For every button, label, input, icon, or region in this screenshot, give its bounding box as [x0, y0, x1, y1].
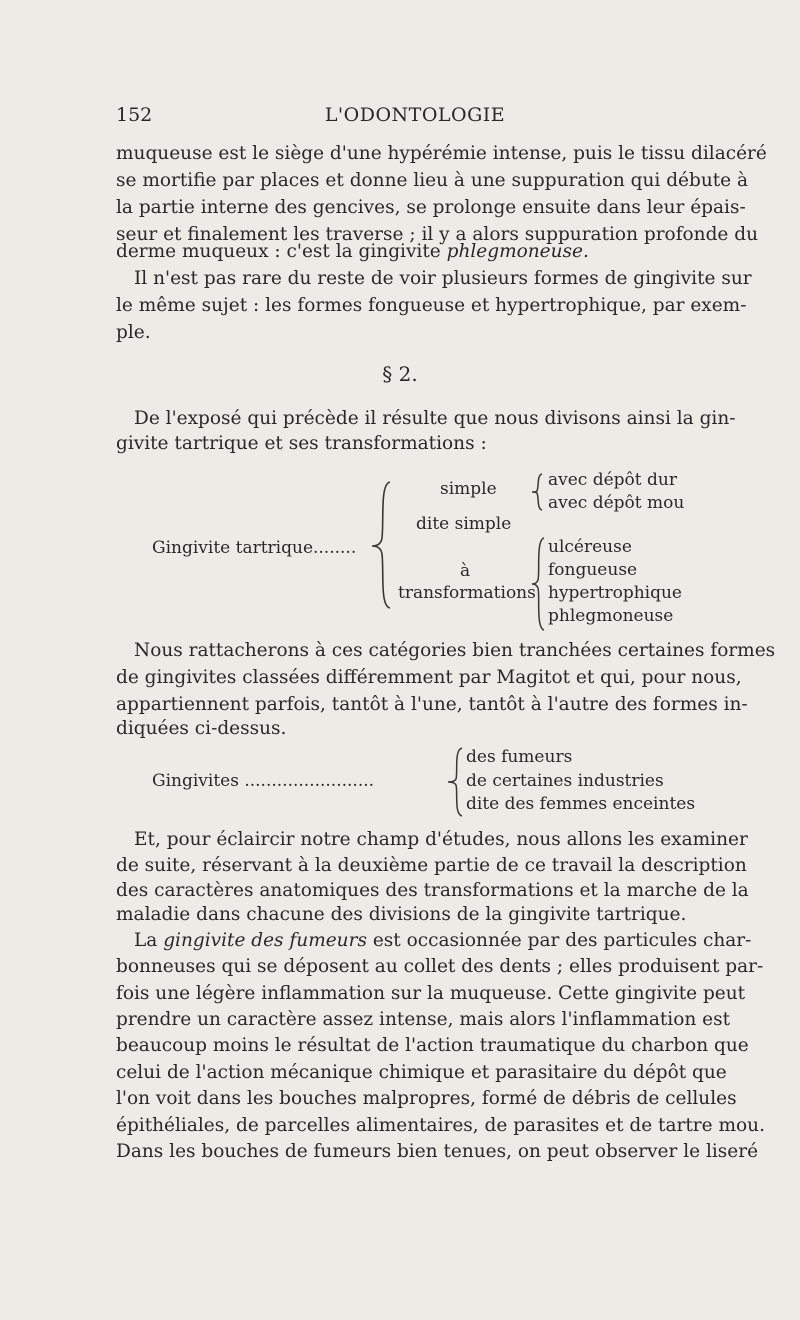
text-line: Nous rattacherons à ces catégories bien tranchées certaines formes — [134, 640, 776, 661]
text-line: seur et finalement les traverse ; il y a alors suppuration profonde du — [116, 224, 759, 245]
text-line: se mortifie par places et donne lieu à une suppuration qui débute à — [116, 170, 749, 191]
curly-brace-icon — [530, 536, 546, 632]
text-line: prendre un caractère assez intense, mais alors l'inflammation est — [116, 1009, 731, 1030]
curly-brace-icon — [446, 746, 464, 818]
tree-branch-dite-simple: dite simple — [416, 514, 512, 534]
tree-leaf: dite des femmes enceintes — [466, 794, 696, 814]
text-line: épithéliales, de parcelles alimentaires, de parasites et de tartre mou. — [116, 1115, 765, 1136]
text-line — [116, 238, 714, 265]
section-heading: § 2. — [382, 362, 418, 386]
tree-root-label: Gingivites ........................ — [152, 771, 375, 791]
text-line: maladie dans chacune des divisions de la gingivite tartrique. — [116, 904, 687, 925]
text-line — [116, 927, 752, 954]
text-span: La — [134, 930, 164, 951]
text-line: ple. — [116, 322, 151, 343]
text-line: l'on voit dans les bouches malpropres, formé de débris de cellules — [116, 1088, 737, 1109]
running-title: L'ODONTOLOGIE — [324, 104, 506, 126]
text-line: givite tartrique et ses transformations : — [116, 433, 487, 454]
text-line: des caractères anatomiques des transformations et la marche de la — [116, 880, 749, 901]
tree-branch-transformations: transformations — [398, 583, 536, 603]
text-span: derme muqueux : c'est la gingivite — [116, 241, 447, 262]
tree-root-label: Gingivite tartrique........ — [152, 538, 357, 558]
text-line: la partie interne des gencives, se prolonge ensuite dans leur épais- — [116, 197, 746, 218]
text-span: est occasionnée par des particules char- — [366, 930, 752, 951]
page-number: 152 — [116, 104, 153, 126]
text-line: le même sujet : les formes fongueuse et hypertrophique, par exem- — [116, 295, 747, 316]
tree-leaf: de certaines industries — [466, 771, 664, 791]
tree-leaf: avec dépôt dur — [548, 470, 677, 490]
text-line: bonneuses qui se déposent au collet des dents ; elles produisent par- — [116, 956, 764, 977]
tree-leaf: des fumeurs — [466, 747, 573, 767]
tree-leaf: fongueuse — [548, 560, 638, 580]
italic-term: gingivite des fumeurs — [163, 930, 367, 951]
text-line: Et, pour éclaircir notre champ d'études, nous allons les examiner — [134, 829, 748, 850]
text-line: fois une légère inflammation sur la muqueuse. Cette gingivite peut — [116, 983, 746, 1004]
tree-leaf: hypertrophique — [548, 583, 682, 603]
text-line: muqueuse est le siège d'une hypérémie intense, puis le tissu dilacéré — [116, 143, 767, 164]
tree-leaf: ulcéreuse — [548, 537, 632, 557]
page-header — [116, 104, 714, 134]
text-line: de gingivites classées différemment par Magitot et qui, pour nous, — [116, 667, 742, 688]
italic-term: phlegmoneuse. — [446, 241, 589, 262]
text-line: appartiennent parfois, tantôt à l'une, tantôt à l'autre des formes in- — [116, 694, 748, 715]
text-line: Dans les bouches de fumeurs bien tenues, on peut observer le liseré — [116, 1141, 759, 1162]
text-line: diquées ci-dessus. — [116, 718, 287, 739]
tree-branch-simple: simple — [440, 479, 497, 499]
curly-brace-icon — [530, 472, 544, 512]
curly-brace-icon — [366, 480, 396, 610]
text-line: De l'exposé qui précède il résulte que nous divisons ainsi la gin- — [134, 408, 736, 429]
tree-leaf: phlegmoneuse — [548, 606, 674, 626]
tree-branch-a: à — [460, 561, 471, 581]
text-line: celui de l'action mécanique chimique et parasitaire du dépôt que — [116, 1062, 727, 1083]
text-line: beaucoup moins le résultat de l'action traumatique du charbon que — [116, 1035, 749, 1056]
tree-leaf: avec dépôt mou — [548, 493, 685, 513]
text-line: Il n'est pas rare du reste de voir plusieurs formes de gingivite sur — [134, 268, 752, 289]
text-line: de suite, réservant à la deuxième partie de ce travail la description — [116, 855, 747, 876]
